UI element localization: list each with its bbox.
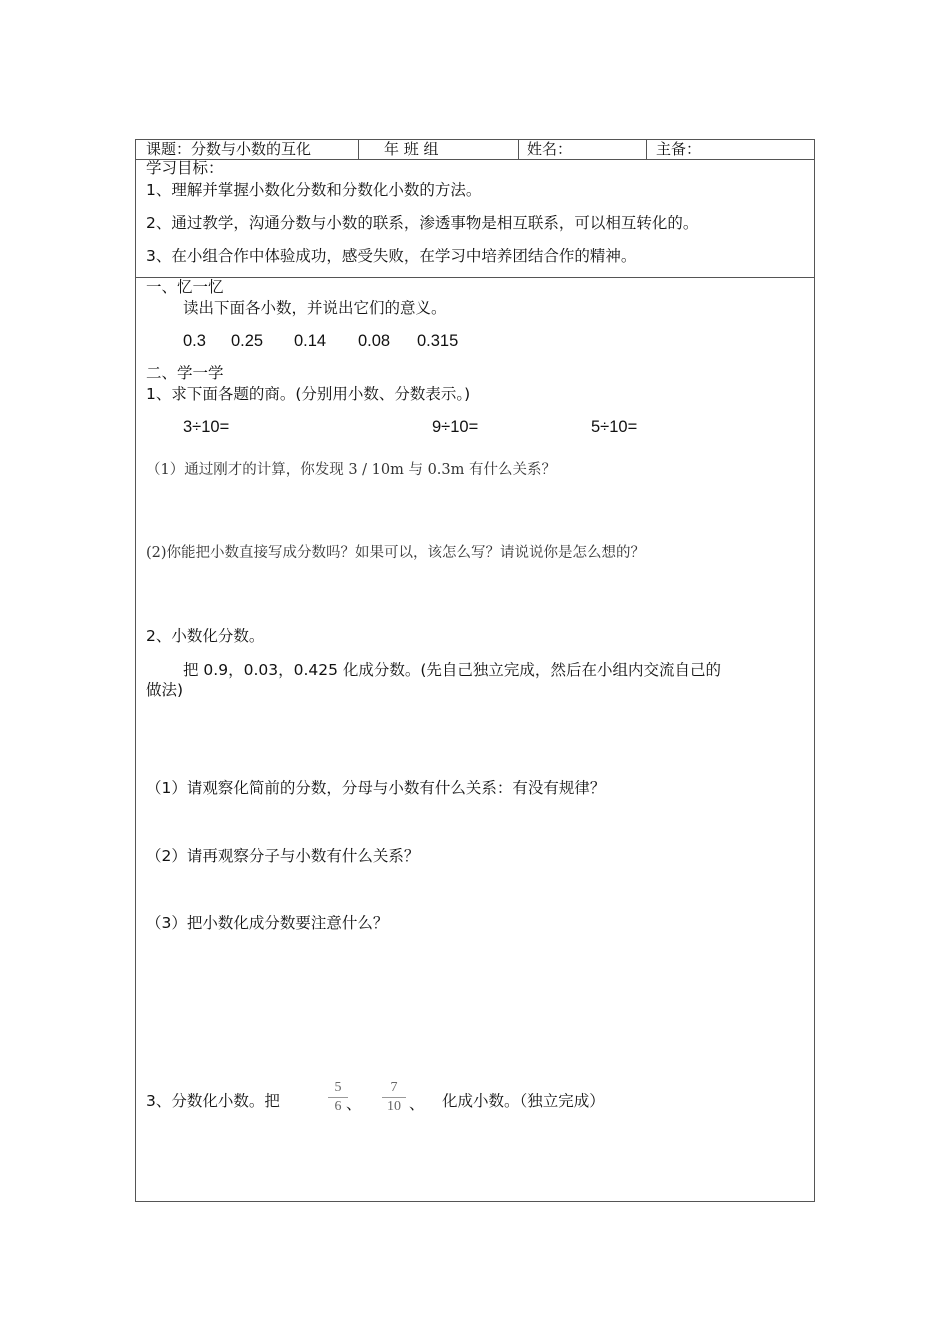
header-row	[136, 140, 814, 160]
question-2-sub-2: （2）请再观察分子与小数有什么关系？	[146, 847, 420, 865]
division-expression: 9÷10=	[432, 418, 479, 436]
question-3-tail: 化成小数。（独立完成）	[442, 1092, 605, 1110]
separator: 、	[409, 1095, 425, 1113]
question-1: 1、求下面各题的商。(分别用小数、分数表示。)	[146, 385, 471, 403]
worksheet-table	[135, 139, 815, 1202]
fraction-numerator: 7	[390, 1080, 398, 1095]
name-cell: 姓名：	[527, 140, 573, 158]
decimal-value: 0.25	[231, 332, 264, 350]
decimal-value: 0.14	[294, 332, 327, 350]
header-divider	[358, 140, 359, 159]
lead-cell: 主备：	[656, 140, 702, 158]
objective-item: 2、通过教学，沟通分数与小数的联系，渗透事物是相互联系，可以相互转化的。	[146, 214, 699, 232]
recall-title: 一、忆一忆	[146, 278, 224, 296]
header-divider	[518, 140, 519, 159]
question-2-sub-3: （3）把小数化成分数要注意什么？	[146, 914, 389, 932]
fraction-numerator: 5	[334, 1080, 342, 1095]
fraction-denominator: 10	[387, 1099, 401, 1114]
question-3-lead: 3、分数化小数。把	[146, 1092, 280, 1110]
objective-item: 1、理解并掌握小数化分数和分数化小数的方法。	[146, 181, 482, 199]
fraction-denominator: 6	[334, 1099, 342, 1114]
division-expression: 5÷10=	[591, 418, 638, 436]
fraction-bar	[382, 1097, 406, 1098]
objectives-section	[136, 159, 814, 278]
decimal-value: 0.08	[358, 332, 391, 350]
decimal-value: 0.3	[183, 332, 206, 350]
decimal-value: 0.315	[417, 332, 459, 350]
learn-title: 二、学一学	[146, 364, 224, 382]
question-2-title: 2、小数化分数。	[146, 627, 265, 645]
fraction-seven-tenths	[380, 1080, 408, 1115]
division-expression: 3÷10=	[183, 418, 230, 436]
question-2-task-continued: 做法)	[146, 681, 184, 699]
question-1-sub-1: （1）通过刚才的计算，你发现 3 / 10m 与 0.3m 有什么关系？	[146, 462, 556, 478]
question-2-task: 把 0.9，0.03，0.425 化成分数。(先自己独立完成，然后在小组内交流自己的	[183, 661, 721, 679]
question-2-sub-1: （1）请观察化简前的分数，分母与小数有什么关系：有没有规律？	[146, 779, 606, 797]
objective-item: 3、在小组合作中体验成功，感受失败，在学习中培养团结合作的精神。	[146, 247, 637, 265]
topic-cell: 课题：分数与小数的互化	[146, 140, 312, 158]
class-group-cell: 年 班 组	[384, 140, 439, 158]
objectives-title: 学习目标：	[146, 159, 224, 177]
header-divider	[646, 140, 647, 159]
question-1-sub-2: (2)你能把小数直接写成分数吗？如果可以，该怎么写？请说说你是怎么想的？	[146, 545, 646, 561]
recall-instruction: 读出下面各小数，并说出它们的意义。	[183, 299, 447, 317]
separator: 、	[346, 1095, 362, 1113]
fraction-bar	[328, 1097, 348, 1098]
